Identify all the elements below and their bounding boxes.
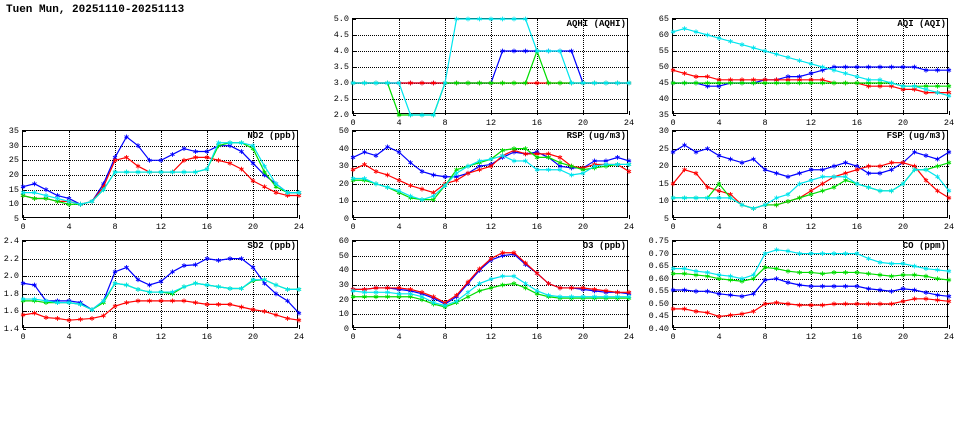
y-tick-label: 60 bbox=[658, 30, 669, 40]
x-tick-label: 12 bbox=[805, 332, 817, 342]
series-markers-series4 bbox=[351, 274, 631, 308]
x-tick-label: 4 bbox=[66, 332, 72, 342]
x-tick-label: 8 bbox=[442, 332, 448, 342]
x-tick-label: 4 bbox=[396, 118, 402, 128]
y-tick-mark bbox=[673, 329, 676, 330]
so2-panel-title: SO2 (ppb) bbox=[247, 241, 296, 251]
x-tick-label: 4 bbox=[716, 332, 722, 342]
rsp-panel-title: RSP (ug/m3) bbox=[566, 131, 626, 141]
x-tick-label: 20 bbox=[897, 118, 909, 128]
fsp-panel-plot-area bbox=[658, 126, 955, 232]
x-tick-mark bbox=[299, 325, 300, 329]
y-tick-label: 3.5 bbox=[333, 62, 349, 72]
y-tick-label: 0.75 bbox=[648, 236, 669, 246]
y-tick-label: 3.0 bbox=[333, 78, 349, 88]
y-tick-label: 50 bbox=[338, 126, 349, 136]
y-tick-mark bbox=[353, 115, 356, 116]
aqhi-panel-series-layer bbox=[353, 19, 629, 115]
so2-panel-series-layer bbox=[23, 241, 299, 329]
x-tick-label: 24 bbox=[293, 332, 305, 342]
x-tick-mark bbox=[949, 111, 950, 115]
fsp-panel-series-layer bbox=[673, 131, 949, 219]
y-tick-mark bbox=[23, 329, 26, 330]
x-tick-label: 12 bbox=[805, 118, 817, 128]
aqhi-panel-title: AQHI (AQHI) bbox=[566, 19, 626, 29]
series-markers-series2 bbox=[351, 148, 631, 195]
x-tick-label: 24 bbox=[293, 222, 305, 232]
series-markers-series1 bbox=[21, 256, 301, 315]
no2-panel-plot-area bbox=[8, 126, 305, 232]
series-markers-series1 bbox=[351, 49, 631, 86]
o3-panel-title: O3 (ppb) bbox=[582, 241, 626, 251]
aqi-panel-title: AQI (AQI) bbox=[897, 19, 946, 29]
x-tick-label: 8 bbox=[112, 332, 118, 342]
y-tick-label: 30 bbox=[658, 126, 669, 136]
y-tick-label: 10 bbox=[658, 196, 669, 207]
co-panel-series-layer bbox=[673, 241, 949, 329]
series-line-series4 bbox=[23, 280, 299, 310]
y-tick-label: 2.2 bbox=[3, 253, 19, 264]
y-tick-label: 40 bbox=[338, 265, 349, 276]
x-tick-label: 8 bbox=[442, 118, 448, 128]
series-line-series3 bbox=[353, 149, 629, 200]
x-tick-label: 24 bbox=[623, 118, 635, 128]
x-tick-label: 12 bbox=[155, 222, 167, 232]
y-tick-label: 0.70 bbox=[648, 248, 669, 259]
rsp-panel bbox=[338, 126, 635, 238]
no2-panel-series-layer bbox=[23, 131, 299, 219]
x-tick-label: 20 bbox=[897, 222, 909, 232]
y-tick-mark bbox=[23, 219, 26, 220]
x-tick-label: 4 bbox=[66, 222, 72, 232]
y-tick-label: 45 bbox=[658, 78, 669, 88]
series-markers-series4 bbox=[351, 17, 631, 118]
x-tick-label: 8 bbox=[442, 222, 448, 232]
series-line-series1 bbox=[353, 51, 629, 83]
x-tick-label: 24 bbox=[943, 222, 955, 232]
y-tick-label: 20 bbox=[8, 170, 19, 180]
no2-panel-title: NO2 (ppb) bbox=[247, 131, 296, 141]
x-tick-label: 4 bbox=[396, 222, 402, 232]
x-tick-label: 16 bbox=[531, 118, 543, 128]
x-tick-label: 20 bbox=[897, 332, 909, 342]
page-title: Tuen Mun, 20251110-20251113 bbox=[6, 4, 185, 16]
x-tick-label: 12 bbox=[485, 222, 497, 232]
y-tick-label: 1.4 bbox=[3, 324, 19, 334]
x-tick-label: 4 bbox=[396, 332, 402, 342]
y-tick-label: 0.60 bbox=[648, 273, 669, 284]
y-tick-label: 40 bbox=[338, 143, 349, 154]
y-tick-label: 50 bbox=[658, 62, 669, 72]
series-line-series1 bbox=[353, 147, 629, 177]
y-tick-label: 65 bbox=[658, 14, 669, 24]
y-tick-mark bbox=[673, 115, 676, 116]
x-tick-label: 0 bbox=[350, 222, 356, 232]
x-tick-mark bbox=[299, 215, 300, 219]
x-tick-label: 16 bbox=[851, 332, 863, 342]
y-tick-label: 4.5 bbox=[333, 30, 349, 40]
x-tick-mark bbox=[949, 325, 950, 329]
y-tick-label: 20 bbox=[658, 161, 669, 172]
x-tick-label: 20 bbox=[247, 332, 259, 342]
x-tick-label: 0 bbox=[20, 332, 26, 342]
x-tick-label: 0 bbox=[20, 222, 26, 232]
y-tick-label: 15 bbox=[8, 184, 19, 195]
y-tick-label: 30 bbox=[8, 140, 19, 151]
y-tick-label: 4.0 bbox=[333, 46, 349, 56]
y-tick-label: 20 bbox=[338, 294, 349, 305]
y-tick-label: 2.5 bbox=[333, 94, 349, 104]
x-tick-label: 8 bbox=[762, 222, 768, 232]
rsp-panel-plot-area bbox=[338, 126, 635, 232]
x-tick-label: 0 bbox=[350, 118, 356, 128]
series-line-series2 bbox=[23, 301, 299, 320]
y-tick-label: 0.45 bbox=[648, 311, 669, 322]
x-tick-label: 0 bbox=[350, 332, 356, 342]
aqhi-panel-plot-area bbox=[333, 14, 635, 128]
co-panel-title: CO (ppm) bbox=[902, 241, 946, 251]
y-tick-label: 5.0 bbox=[333, 14, 349, 24]
y-tick-label: 20 bbox=[338, 178, 349, 189]
x-tick-label: 20 bbox=[577, 222, 589, 232]
y-tick-label: 2.4 bbox=[3, 236, 19, 246]
o3-panel-plot-area bbox=[338, 236, 635, 342]
x-tick-label: 16 bbox=[201, 332, 213, 342]
y-tick-label: 30 bbox=[338, 280, 349, 290]
y-tick-label: 10 bbox=[338, 309, 349, 320]
y-tick-label: 5 bbox=[663, 214, 669, 224]
x-tick-label: 20 bbox=[577, 118, 589, 128]
x-tick-label: 16 bbox=[201, 222, 213, 232]
x-tick-label: 4 bbox=[716, 118, 722, 128]
rsp-panel-series-layer bbox=[353, 131, 629, 219]
series-markers-series4 bbox=[671, 247, 951, 281]
x-tick-label: 16 bbox=[531, 332, 543, 342]
series-line-series3 bbox=[23, 280, 299, 310]
x-tick-label: 20 bbox=[247, 222, 259, 232]
fsp-panel bbox=[658, 126, 955, 238]
x-tick-label: 16 bbox=[851, 222, 863, 232]
aqi-panel-series-layer bbox=[673, 19, 949, 115]
x-tick-label: 8 bbox=[762, 332, 768, 342]
x-tick-label: 24 bbox=[623, 222, 635, 232]
y-tick-label: 25 bbox=[658, 143, 669, 154]
series-markers-series3 bbox=[351, 281, 631, 309]
x-tick-mark bbox=[629, 111, 630, 115]
x-tick-label: 0 bbox=[670, 332, 676, 342]
x-tick-label: 24 bbox=[943, 332, 955, 342]
y-tick-label: 10 bbox=[8, 199, 19, 210]
y-tick-label: 0.40 bbox=[648, 324, 669, 334]
y-tick-mark bbox=[673, 219, 676, 220]
y-tick-label: 35 bbox=[8, 126, 19, 136]
x-tick-label: 24 bbox=[943, 118, 955, 128]
x-tick-label: 12 bbox=[155, 332, 167, 342]
y-tick-label: 0.50 bbox=[648, 298, 669, 309]
series-line-series2 bbox=[353, 150, 629, 192]
x-tick-label: 20 bbox=[577, 332, 589, 342]
x-tick-mark bbox=[629, 325, 630, 329]
aqhi-panel bbox=[333, 14, 635, 134]
y-tick-label: 25 bbox=[8, 155, 19, 166]
y-tick-label: 60 bbox=[338, 236, 349, 246]
x-tick-label: 8 bbox=[112, 222, 118, 232]
series-markers-series1 bbox=[671, 276, 951, 298]
x-tick-label: 12 bbox=[805, 222, 817, 232]
y-tick-label: 0.55 bbox=[648, 286, 669, 297]
series-markers-series3 bbox=[671, 81, 951, 89]
series-markers-series1 bbox=[671, 143, 951, 179]
y-tick-label: 0 bbox=[343, 324, 349, 334]
y-tick-mark bbox=[353, 329, 356, 330]
y-tick-label: 0.65 bbox=[648, 261, 669, 272]
x-tick-label: 12 bbox=[485, 118, 497, 128]
fsp-panel-title: FSP (ug/m3) bbox=[886, 131, 946, 141]
series-line-series1 bbox=[23, 259, 299, 314]
x-tick-mark bbox=[949, 215, 950, 219]
series-markers-series3 bbox=[351, 146, 631, 202]
x-tick-label: 12 bbox=[485, 332, 497, 342]
y-tick-label: 30 bbox=[338, 161, 349, 172]
y-tick-label: 1.8 bbox=[3, 288, 19, 299]
o3-panel-series-layer bbox=[353, 241, 629, 329]
y-tick-label: 5 bbox=[13, 214, 19, 224]
y-tick-label: 40 bbox=[658, 94, 669, 104]
x-tick-label: 0 bbox=[670, 118, 676, 128]
y-tick-label: 2.0 bbox=[333, 110, 349, 120]
y-tick-label: 1.6 bbox=[3, 306, 19, 317]
y-tick-label: 50 bbox=[338, 250, 349, 261]
co-panel-plot-area bbox=[648, 236, 955, 342]
x-tick-label: 4 bbox=[716, 222, 722, 232]
x-tick-label: 16 bbox=[531, 222, 543, 232]
co-panel bbox=[648, 236, 955, 348]
no2-panel bbox=[8, 126, 305, 238]
so2-panel bbox=[3, 236, 305, 348]
x-tick-label: 24 bbox=[623, 332, 635, 342]
so2-panel-plot-area bbox=[3, 236, 305, 342]
series-markers-series3 bbox=[671, 265, 951, 284]
x-tick-label: 16 bbox=[851, 118, 863, 128]
y-tick-label: 0 bbox=[343, 214, 349, 224]
y-tick-label: 15 bbox=[658, 178, 669, 189]
o3-panel bbox=[338, 236, 635, 348]
y-tick-label: 2.0 bbox=[3, 271, 19, 282]
aqi-panel-plot-area bbox=[658, 14, 955, 128]
y-tick-label: 35 bbox=[658, 110, 669, 120]
x-tick-label: 8 bbox=[762, 118, 768, 128]
series-line-series2 bbox=[673, 299, 949, 317]
x-tick-mark bbox=[629, 215, 630, 219]
y-tick-label: 55 bbox=[658, 46, 669, 56]
y-tick-label: 10 bbox=[338, 196, 349, 207]
series-markers-series2 bbox=[21, 155, 301, 207]
x-tick-label: 0 bbox=[670, 222, 676, 232]
y-tick-mark bbox=[353, 219, 356, 220]
